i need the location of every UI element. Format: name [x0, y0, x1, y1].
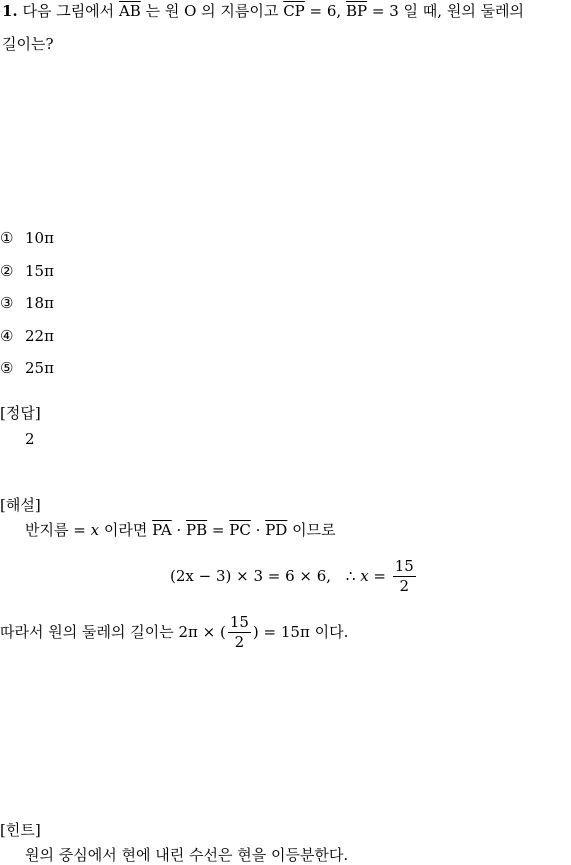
question-text-d: = 3 일 때, 원의 둘레의 [371, 2, 525, 20]
choice-mark: ③ [0, 294, 14, 312]
conclusion-text-b: ) = 15π 이다. [252, 623, 349, 641]
question-line-1 [2, 2, 524, 20]
explanation-line-1 [25, 521, 336, 539]
choice-mark: ④ [0, 327, 14, 345]
choice-mark: ② [0, 262, 14, 280]
explanation-text-b: 이라면 [103, 521, 148, 539]
explanation-text-a: 반지름 = [25, 521, 86, 539]
fraction-numerator: 15 [394, 557, 414, 575]
fraction-15-over-2 [228, 614, 251, 650]
conclusion-text-a: 따라서 원의 둘레의 길이는 2π × ( [0, 623, 226, 641]
therefore-symbol: ∴ [345, 567, 356, 585]
variable-x: x [90, 521, 100, 539]
choice-value: 15π [25, 262, 54, 280]
figure-placeholder [0, 82, 571, 222]
equation-x: x = [360, 567, 386, 585]
choice-2[interactable] [0, 262, 54, 280]
choice-mark: ⑤ [0, 359, 14, 377]
fraction-denominator: 2 [399, 576, 410, 595]
segment-pc: $\overline{PC}$ [229, 521, 251, 539]
choice-4[interactable] [0, 327, 54, 345]
dot-operator: · [176, 521, 182, 539]
question-text-b: 는 원 O 의 지름이고 [145, 2, 279, 20]
segment-pd: $\overline{PD}$ [265, 521, 288, 539]
question-line-2: 길이는? [2, 35, 54, 53]
question-text-a: 다음 그림에서 [22, 2, 115, 20]
hint-text: 원의 중심에서 현에 내린 수선은 현을 이등분한다. [25, 846, 349, 864]
choice-mark: ① [0, 229, 14, 247]
equals-sign: = [211, 521, 225, 539]
segment-pa: $\overline{PA}$ [152, 521, 172, 539]
choice-value: 18π [25, 294, 54, 312]
answer-heading: [정답] [0, 404, 41, 422]
explanation-text-c: 이므로 [292, 521, 336, 539]
equation-left: (2x − 3) × 3 = 6 × 6, [170, 567, 332, 585]
segment-pb: $\overline{PB}$ [186, 521, 208, 539]
conclusion-line [0, 614, 348, 650]
choice-value: 25π [25, 359, 54, 377]
explanation-heading: [해설] [0, 496, 41, 514]
fraction-denominator: 2 [234, 632, 245, 651]
segment-ab: $\overline{AB}$ [118, 2, 141, 20]
answer-value: 2 [25, 430, 35, 448]
choice-1[interactable] [0, 229, 54, 247]
choice-5[interactable] [0, 359, 54, 377]
choice-value: 22π [25, 327, 54, 345]
fraction-15-over-2 [393, 558, 416, 594]
display-equation [170, 558, 418, 594]
segment-cp: $\overline{CP}$ [283, 2, 305, 20]
hint-heading: [힌트] [0, 821, 41, 839]
question-number: 1. [2, 2, 18, 20]
choice-value: 10π [25, 229, 54, 247]
question-text-c: = 6, [309, 2, 342, 20]
segment-bp: $\overline{BP}$ [345, 2, 368, 20]
dot-operator: · [255, 521, 261, 539]
fraction-numerator: 15 [229, 613, 249, 631]
choice-3[interactable] [0, 294, 54, 312]
